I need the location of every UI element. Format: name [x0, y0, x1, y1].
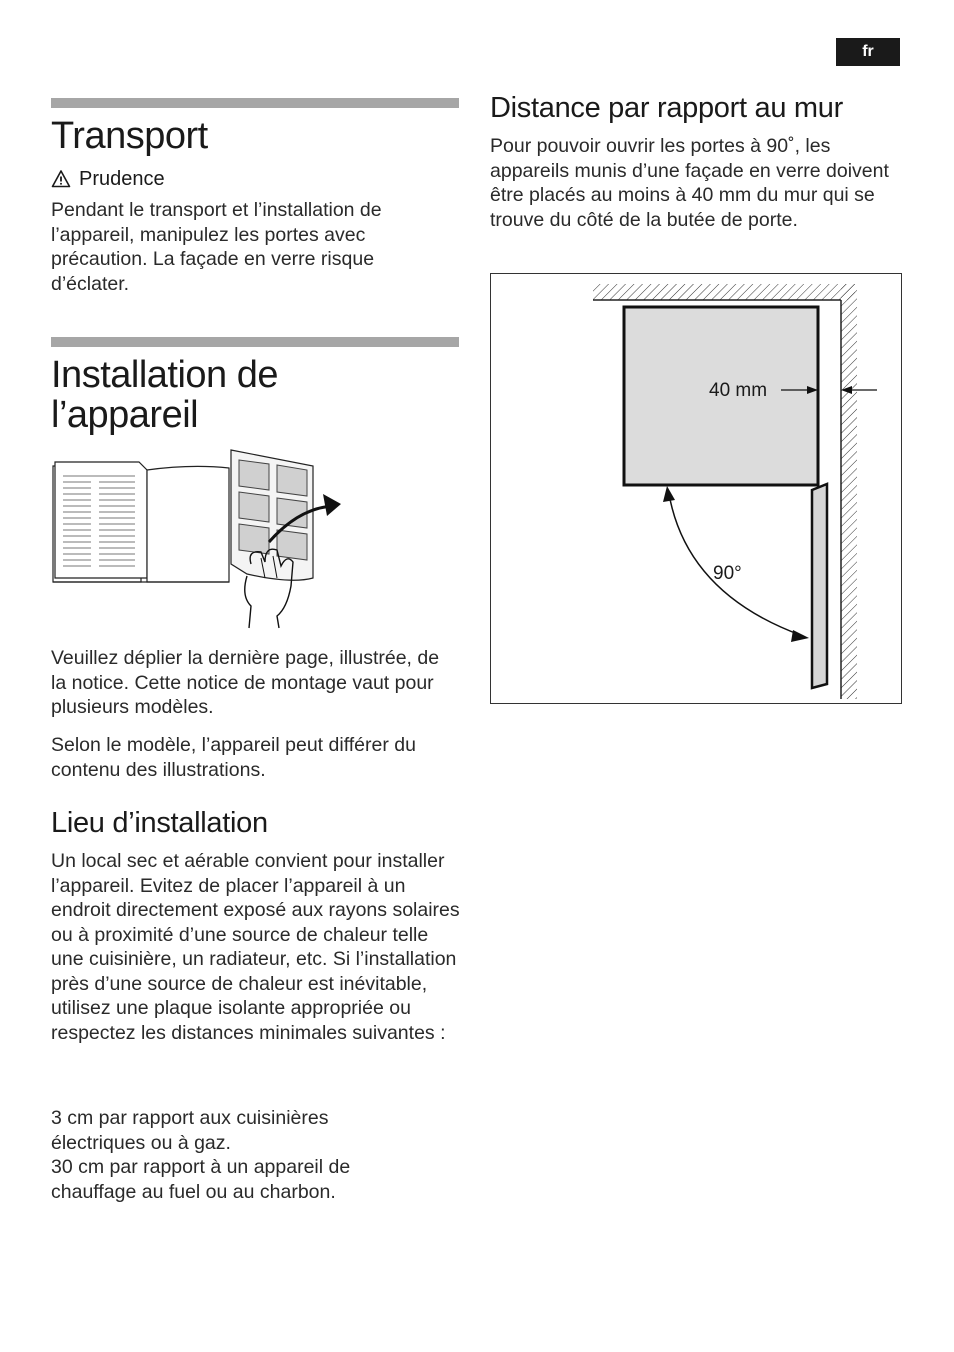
unfold-manual-illustration — [51, 446, 351, 631]
wall-distance-text: Pour pouvoir ouvrir les portes à 90˚, les appareils munis d’une façade en verre doivent être placés au moins à 40 mm du mur qui se trouve du côté de la butée de porte. — [490, 135, 889, 231]
lieu-installation-text: Un local sec et aérable convient pour installer l’appareil. Evitez de placer l’appareil à un endroit directement exposé aux rayons solaires ou à proximité d’une source de chaleur telle une cuisinière, un radiateur, etc. Si l’installation près d’une source de chaleur est inévitable, utilisez une plaque isolante appropriée ou respectez les distances minimales suivantes : — [51, 850, 460, 1044]
distance-fuel-coal: 30 cm par rapport à un appareil de chauffage au fuel ou au charbon. — [51, 1156, 351, 1203]
caution-notice — [51, 166, 165, 192]
installation-paragraph-2: Selon le modèle, l’appareil peut différer du contenu des illustrations. — [51, 734, 416, 781]
lieu-installation-heading: Lieu d’installation — [51, 807, 268, 839]
installation-heading: Installation de l’appareil — [51, 354, 278, 436]
warning-triangle-icon — [51, 169, 71, 189]
caution-label: Prudence — [79, 168, 165, 190]
distance-electric-gas: 3 cm par rapport aux cuisinières électriques ou à gaz. — [51, 1107, 329, 1154]
language-tab: fr — [836, 38, 900, 66]
transport-heading: Transport — [51, 115, 208, 157]
gap-label: 40 mm — [709, 380, 768, 401]
top-wall-hatch — [593, 284, 855, 300]
installation-paragraph-1: Veuillez déplier la dernière page, illustrée, de la notice. Cette notice de montage vaut pour plusieurs modèles. — [51, 647, 440, 718]
section-rule-installation — [51, 337, 459, 347]
transport-text: Pendant le transport et l’installation de l’appareil, manipulez les portes avec précaution. La façade en verre risque d’éclater. — [51, 199, 382, 295]
wall-distance-diagram — [490, 273, 902, 704]
section-rule-transport — [51, 98, 459, 108]
right-wall-hatch — [841, 284, 857, 699]
angle-label: 90° — [713, 563, 742, 584]
wall-distance-heading: Distance par rapport au mur — [490, 92, 843, 124]
appliance-door — [812, 484, 827, 688]
